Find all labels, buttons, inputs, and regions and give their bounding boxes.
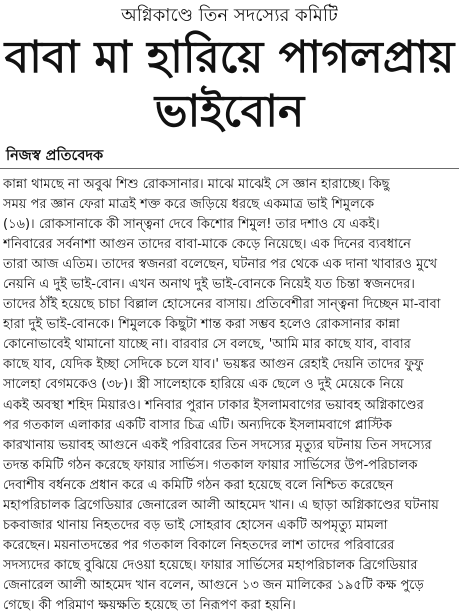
headline-line-1: বাবা মা হারিয়ে পাগলপ্রায়: [4, 32, 455, 83]
body-line: একই অবস্থা শহিদ মিয়ারও। শনিবার পুরান ঢাকার ইসলামবাগের ভয়াবহ অগ্নিকাণ্ডের: [3, 397, 424, 413]
body-line: (১৬)। রোকসানাকে কী সান্ত্বনা দেবে কিশোর শিমুল! তার দশাও যে একই।: [3, 217, 380, 233]
body-line: পর গতকাল এলাকার একটি বাসার চিত্র এটি। অন্যদিকে ইসলামবাগে প্লাস্টিক: [3, 417, 392, 433]
body-line: কোনোভাবেই থামানো যাচ্ছে না। বারবার সে বলছে, 'আমি মার কাছে যাব, বাবার: [3, 337, 411, 353]
headline: [0, 31, 459, 139]
body-line: শনিবারের সর্বনাশা আগুন তাদের বাবা-মাকে কেড়ে নিয়েছে। এক দিনের ব্যবধানে: [3, 237, 411, 253]
body-line: হারা দুই ভাই-বোনকে। শিমুলকে কিছুটা শান্ত করা সম্ভব হলেও রোকসানার কান্না: [3, 317, 400, 333]
byline-divider: [0, 168, 459, 169]
article-body: [3, 175, 455, 616]
body-line: তারা আজ এতিম। তাদের স্বজনরা বলেছেন, ঘটনার পর থেকে এক দানা খাবারও মুখে: [3, 257, 438, 273]
byline: নিজস্ব প্রতিবেদক: [6, 148, 104, 164]
headline-line-2: ভাইবোন: [154, 86, 305, 137]
body-line: তদন্ত কমিটি গঠন করেছে ফায়ার সার্ভিস। গতকাল ফায়ার সার্ভিসের উপ-পরিচালক: [3, 457, 418, 473]
body-line: তাদের ঠাঁই হয়েছে চাচা বিল্লাল হোসেনের বাসায়। প্রতিবেশীরা সান্ত্বনা দিচ্ছেন মা-বাবা: [3, 297, 441, 313]
body-line: চকবাজার থানায় নিহতদের বড় ভাই সোহরাব হোসেন একটি অপমৃত্যু মামলা: [3, 517, 388, 533]
body-line: সদস্যদের কাছে বুঝিয়ে দেওয়া হয়েছে। ফায়ার সার্ভিসের মহাপরিচালক ব্রিগেডিয়ার: [3, 557, 418, 573]
body-line: করেছেন। ময়নাতদন্তের পর গতকাল বিকালে নিহতদের লাশ তাদের পরিবারের: [3, 537, 395, 553]
body-line: জেনারেল আলী আহমেদ খান বলেন, আগুনে ১৩ জন মালিকের ১৯৫টি কক্ষ পুড়ে: [3, 577, 424, 593]
kicker: অগ্নিকাণ্ডে তিন সদস্যের কমিটি: [121, 5, 338, 26]
body-line: সালেহা বেগমকেও (৩৮)। স্ত্রী সালেহাকে হারিয়ে এক ছেলে ও দুই মেয়েকে নিয়ে: [3, 377, 404, 393]
body-line: মহাপরিচালক ব্রিগেডিয়ার জেনারেল আলী আহমেদ খান। এ ছাড়া অগ্নিকাণ্ডের ঘটনায়: [3, 497, 439, 513]
body-line: কান্না থামছে না অবুঝ শিশু রোকসানার। মাঝে মাঝেই সে জ্ঞান হারাচ্ছে। কিছু: [3, 177, 390, 192]
body-line: সময় পর জ্ঞান ফেরা মাত্রই শক্ত করে জড়িয়ে ধরছে একমাত্র ভাই শিমুলকে: [3, 197, 375, 213]
body-line: গেছে। কী পরিমাণ ক্ষয়ক্ষতি হয়েছে তা নিরূপণ করা হয়নি।: [3, 597, 296, 613]
body-line: কাছে যাব, যেদিক ইচ্ছা সেদিকে চলে যাব।' ভয়ঙ্কর আগুন রেহাই দেয়নি তাদের ফুফু: [3, 357, 424, 373]
body-line: নেয়নি এ দুই ভাই-বোন। এখন অনাথ দুই ভাই-বোনকে নিয়েই যত চিন্তা স্বজনদের।: [3, 277, 415, 293]
body-line: দেবাশীষ বর্ধনকে প্রধান করে এ কমিটি গঠন করা হয়েছে বলে নিশ্চিত করেছেন: [3, 477, 394, 493]
body-line: কারখানায় ভয়াবহ আগুনে একই পরিবারের তিন সদস্যের মৃত্যুর ঘটনায় তিন সদস্যের: [3, 437, 432, 453]
